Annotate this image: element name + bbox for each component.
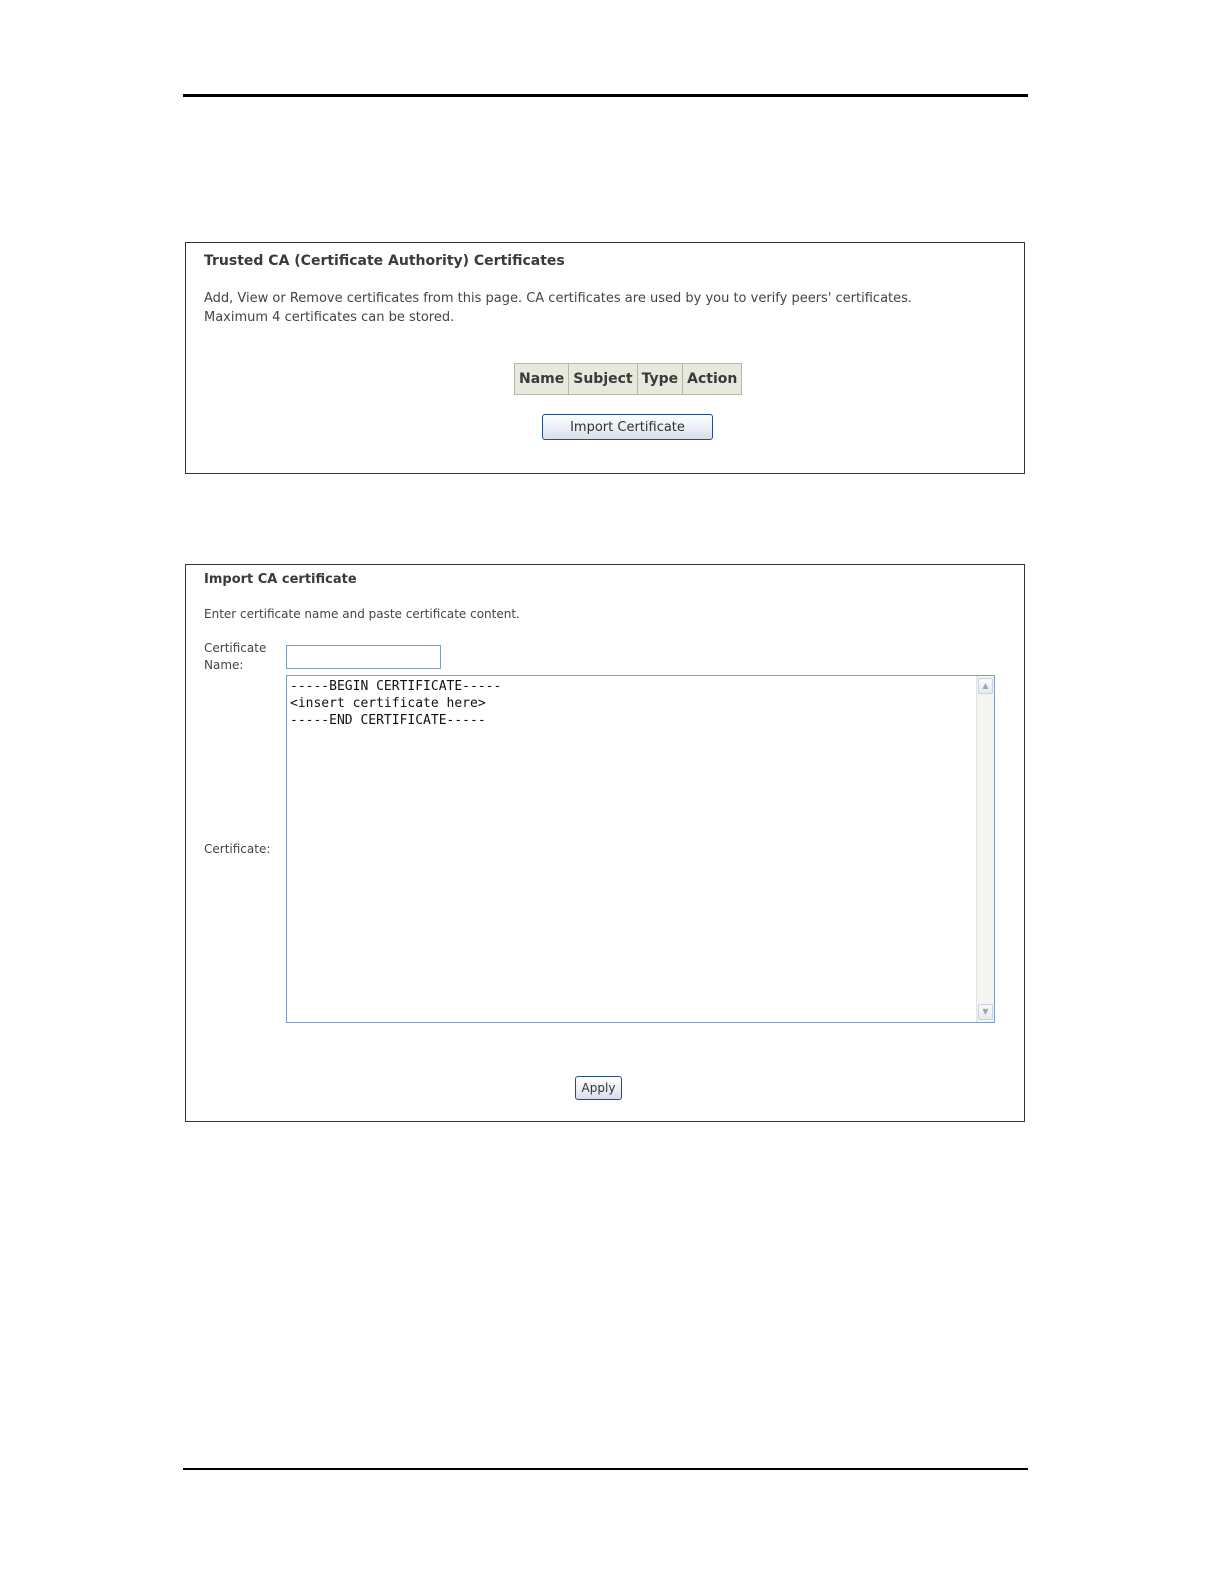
apply-button[interactable]: Apply	[575, 1076, 622, 1100]
certificate-textarea[interactable]	[287, 676, 975, 1022]
trusted-ca-panel	[185, 242, 1025, 474]
import-certificate-button[interactable]: Import Certificate	[542, 414, 713, 440]
top-divider	[183, 94, 1028, 97]
panel-description-limit: Maximum 4 certificates can be stored.	[204, 310, 455, 325]
certificate-scrollbar[interactable]	[976, 676, 994, 1022]
bottom-divider	[183, 1468, 1028, 1470]
certificate-name-input[interactable]	[286, 645, 441, 669]
panel-description: Enter certificate name and paste certificate content.	[204, 607, 520, 621]
panel-title: Trusted CA (Certificate Authority) Certificates	[204, 253, 565, 269]
column-header-type: Type	[637, 364, 683, 395]
import-ca-panel	[185, 564, 1025, 1122]
chevron-up-icon[interactable]: ▲	[978, 678, 993, 694]
column-header-subject: Subject	[569, 364, 637, 395]
certificates-table	[514, 363, 742, 395]
column-header-action: Action	[683, 364, 742, 395]
table-header-row	[515, 364, 742, 395]
panel-title: Import CA certificate	[204, 572, 357, 587]
certificate-textarea-frame	[286, 675, 995, 1023]
certificate-name-label: Certificate Name:	[204, 641, 267, 672]
certificate-label: Certificate:	[204, 842, 271, 856]
panel-description: Add, View or Remove certificates from this page. CA certificates are used by you to verify peers' certificates.	[204, 291, 913, 306]
chevron-down-icon[interactable]: ▼	[978, 1004, 993, 1020]
column-header-name: Name	[515, 364, 569, 395]
